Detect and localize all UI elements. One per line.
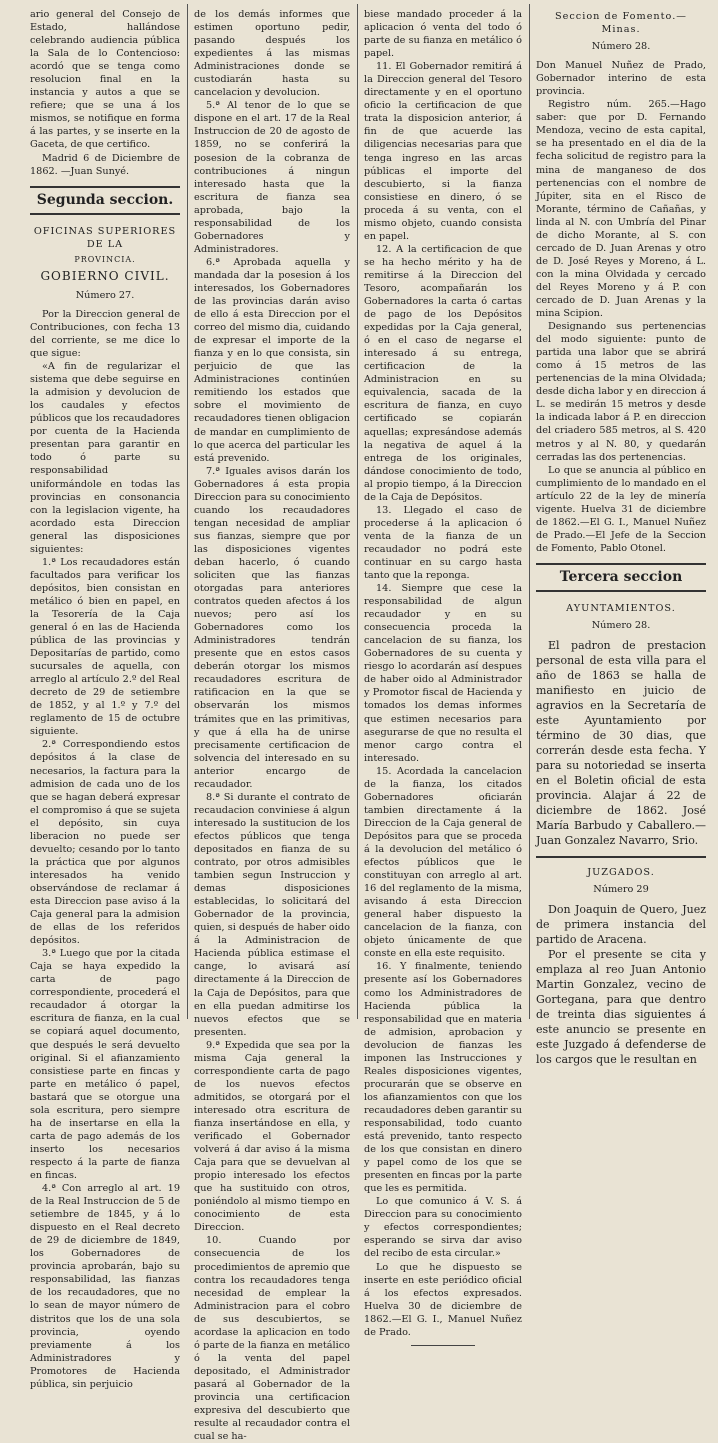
ayuntamientos-title: AYUNTAMIENTOS. <box>566 602 676 614</box>
paragraph: Lo que comunico á V. S. á Direccion para su conocimiento y efectos correspondientes; esperando se sirva dar aviso del recibo de esta circular.» <box>364 1196 522 1260</box>
column-2 <box>194 8 350 1443</box>
paragraph: Registro núm. 265.—Hago saber: que por D. Fernando Mendoza, vecino de esta capital, se ha presentado en el dia de la fecha solicitud de registro para la mina de manganeso de dos pertenencias con el nombre de Júpiter, sita en el Risco de Morante, término de Cañañas, y linda al N. con Umbría del Pinar de dicho Morante, al S. con cercado de D. Juan Arenas y otro de D. José Reyes y Moreno, á L. con la mina Olvidada y cercado del Reyes Moreno y á P. con cercado de D. Juan Arenas y la mina Scipion. <box>536 99 706 320</box>
column-1 <box>30 8 180 1390</box>
fomento-heading: Seccion de Fomento.—Minas. <box>555 11 687 36</box>
paragraph: 7.ª Iguales avisos darán los Gobernadores á esta propia Direccion para su conocimiento cuando los recaudadores tengan necesidad de ampliar sus fianzas, siempre que por las disposiciones vigentes deban hacerlo, ó cuando soliciten que las fianzas otorgadas para anteriores contratos queden afectos á los nuevos; pero así los Gobernadores como los Administradores tendrán presente que en estos casos deberán otorgar los mismos recaudadores escritura de ratificacion en la que se observarán los mismos trámites que en las primitivas, y que á ella ha de unirse precisamente certificacion de solvencia del interesado en su anterior encargo de recaudador. <box>194 465 350 790</box>
number-label: Número 28. <box>591 620 651 632</box>
paragraph: 15. Acordada la cancelacion de la fianza, los citados Gobernadores oficiarán tambien directamente á la Direccion de la Caja general de Depósitos para que se proceda á la devolucion del metálico ó efectos públicos que le constituyan con arreglo al art. 16 del reglamento de la misma, avisando á esta Direccion general haber dispuesto la cancelacion de la fianza, con objeto únicamente de que conste en ella este requisito. <box>364 765 522 960</box>
section-title-segunda: Segunda seccion. <box>30 186 180 215</box>
gobierno-civil-title: GOBIERNO CIVIL. <box>40 268 170 283</box>
paragraph: 16. Y finalmente, teniendo presente así los Gobernadores como los Administradores de Hacienda pública la responsabilidad que en materia de admision, aprobacion y devolucion de fianzas les imponen las Instrucciones y Reales disposiciones vigentes, procurarán que se observe en los afianzamientos con que los recaudadores deben garantir su responsabilidad, todo cuanto está prevenido, tanto respecto de los que consistan en dinero y papel como de los que se presenten en fincas por la parte que les es permitida. <box>364 961 522 1195</box>
divider-rule <box>536 856 706 858</box>
office-title: OFICINAS SUPERIORES DE LA <box>33 225 177 250</box>
paragraph: Lo que se anuncia al público en cumplimiento de lo mandado en el artículo 22 de la ley de minería vigente. Huelva 31 de diciembre de 1862.—El G. I., Manuel Nuñez de Prado.—El Jefe de la Seccion de Fomento, Pablo Otonel. <box>536 464 706 554</box>
paragraph: Por la Direccion general de Contribuciones, con fecha 13 del corriente, se me dice lo que sigue: <box>30 308 180 360</box>
paragraph: 1.ª Los recaudadores están facultados para verificar los depósitos, bien consistan en metálico ó bien en papel, en la Tesorería de la Caja general ó en las de Hacienda pública de las provincias y Depositarías de partido, como sucursales de aquella, con arreglo al artículo 2.º del Real decreto de 29 de setiembre de 1852, y al 1.º y 7.º del reglamento de 15 de octubre siguiente. <box>30 556 180 738</box>
number-label: Número 27. <box>75 289 135 301</box>
section-title-tercera: Tercera seccion <box>536 563 706 592</box>
paragraph: biese mandado proceder á la aplicacion ó venta del todo ó parte de su fianza en metálico ó papel. <box>364 9 522 60</box>
dateline: Madrid 6 de Diciembre de 1862. —Juan Sunyé. <box>30 152 180 177</box>
signature-paragraph: Lo que he dispuesto se inserte en este periódico oficial á los efectos expresados. Huelva 30 de diciembre de 1862.—El G. I., Manuel Nuñez de Prado. <box>364 1261 522 1338</box>
paragraph: 14. Siempre que cese la responsabilidad de algun recaudador y en su consecuencia proceda la cancelacion de su fianza, los Gobernadores de su cuenta y riesgo lo acordarán así despues de haber oido al Administrador y Promotor fiscal de Hacienda y tomados los demas informes que estimen necesarios para asegurarse de que no resulta el menor cargo contra el interesado. <box>364 583 522 764</box>
paragraph: de los demás informes que estimen oportuno pedir, pasando después los expedientes á las mismas Administraciones donde se custodiarán hasta su cancelacion y devolucion. <box>194 9 350 99</box>
end-rule <box>411 1345 474 1346</box>
paragraph: «A fin de regularizar el sistema que debe seguirse en la admision y devolucion de los caudales y efectos públicos que los recaudadores por cuenta de la Hacienda presentan para garantir en todo ó parte su responsabilidad uniformándole en todas las provincias en consonancia con la legislacion vigente, ha acordado esta Direccion general las disposiciones siguientes: <box>30 361 180 555</box>
column-4 <box>536 8 706 1067</box>
paragraph: Por el presente se cita y emplaza al reo Juan Antonio Martin Gonzalez, vecino de Gortegana, para que dentro de treinta dias siguientes á este anuncio se presente en este Juzgado á defenderse de los cargos que le resultan en <box>536 948 706 1067</box>
paragraph: 10. Cuando por consecuencia de los procedimientos de apremio que contra los recaudadores tenga necesidad de emplear la Administracion para el cobro de sus descubiertos, se acordase la aplicacion en todo ó parte de la fianza en metálico ó la venta del papel depositado, el Administrador pasará al Gobernador de la provincia una certificacion expresiva del descubierto que resulte al recaudador contra el cual se ha- <box>194 1235 350 1443</box>
column-divider <box>357 4 358 1019</box>
paragraph: 8.ª Si durante el contrato de recaudacion conviniese á algun interesado la sustitucion de los efectos públicos que tenga depositados en fianza de su contrato, por otros admisibles tambien segun Instruccion y demas disposiciones establecidas, lo solicitará del Gobernador de la provincia, quien, si después de haber oido á la Administracion de Hacienda pública estimase el cange, lo avisará así directamente á la Direccion de la Caja de Depósitos, para que en ella puedan admitirse los nuevos efectos que se presenten. <box>194 791 350 1038</box>
paragraph: El padron de prestacion personal de esta villa para el año de 1863 se halla de manifiesto en juicio de agravios en la Secretaría de este Ayuntamiento por término de 30 dias, que correrán desde esta fecha. Y para su notoriedad se inserta en el Boletin oficial de esta provincia. Alajar á 22 de diciembre de 1862. José María Barbudo y Caballero.—Juan Gonzalez Navarro, Srio. <box>536 639 706 848</box>
paragraph: 6.ª Aprobada aquella y mandada dar la posesion á los interesados, los Gobernadores de las provincias darán aviso de ello á esta Direccion por el correo del mismo dia, cuidando de expresar el importe de la fianza y en lo que consista, sin perjuicio de que las Administraciones continúen remitiendo los estados que sobre el movimiento de recaudadores tienen obligacion de mandar en cumplimiento de lo que acerca del particular les está prevenido. <box>194 256 350 464</box>
juzgados-title: JUZGADOS. <box>587 867 655 879</box>
column-divider <box>529 4 530 1019</box>
paragraph: Don Joaquin de Quero, Juez de primera instancia del partido de Aracena. <box>536 903 706 947</box>
paragraph: 11. El Gobernador remitirá á la Direccion general del Tesoro directamente y en el oportuno oficio la certificacion de que trata la disposicion anterior, á fin de que acuerde las diligencias necesarias para que tenga ingreso en las arcas públicas el importe del descubierto, si la fianza consistiese en dinero, ó se proceda á su venta, con el mismo objeto, cuando consista en papel. <box>364 61 522 242</box>
paragraph: 9.ª Expedida que sea por la misma Caja general la correspondiente carta de pago de los nuevos efectos admitidos, se otorgará por el interesado otra escritura de fianza insertándose en ella, y verificado el Gobernador volverá á dar aviso á la misma Caja para que se devuelvan al propio interesado los efectos que ha sustituido con otros, poniéndolo al mismo tiempo en conocimiento de esta Direccion. <box>194 1039 350 1234</box>
number-label: Número 29 <box>593 884 649 896</box>
intro-paragraph: ario general del Consejo de Estado, hallándose celebrando audiencia pública la Sala de lo Contencioso: acordó que se tenga como resolucion final en la instancia y autos a que se refiere; que se una á los mismos, se notifique en forma á las partes, y se inserte en la Gaceta, de que certifico. <box>30 9 180 151</box>
paragraph: 12. A la certificacion de que se ha hecho mérito y ha de remitirse á la Direccion del Tesoro, acompañarán los Gobernadores la carta ó cartas de pago de los Depósitos expedidas por la Caja general, ó en el caso de negarse el interesado á su entrega, certificacion de la Administracion en su equivalencia, sacada de la escritura de fianza, en cuyo certificado se copiarán aquellas; expresándose además la negativa de aquel á la entrega de los originales, dándose conocimiento de todo, al propio tiempo, á la Direccion de la Caja de Depósitos. <box>364 243 522 503</box>
paragraph: 13. Llegado el caso de procederse á la aplicacion ó venta de la fianza de un recaudador no podrá este continuar en su cargo hasta tanto que la reponga. <box>364 504 522 582</box>
paragraph: Designando sus pertenencias del modo siguiente: punto de partida una labor que se abrirá como á 15 metros de las pertenencias de la mina Olvidada; desde dicha labor y en direccion á L. se medirán 15 metros y desde la indicada labor á P. en direccion del criadero 585 metros, al S. 420 metros y al N. 80, y quedarán cerradas las dos pertenencias. <box>536 321 706 463</box>
paragraph: 5.ª Al tenor de lo que se dispone en el art. 17 de la Real Instruccion de 20 de agosto de 1859, no se conferirá la posesion de la cobranza de contribuciones á ningun interesado hasta que la escritura de fianza sea aprobada, bajo la responsabilidad de los Gobernadores y Administradores. <box>194 100 350 255</box>
column-divider <box>187 4 188 1019</box>
column-3 <box>364 8 522 1338</box>
paragraph: Don Manuel Nuñez de Prado, Gobernador interino de esta provincia. <box>536 60 706 98</box>
number-label: Número 28. <box>591 41 651 53</box>
paragraph: 4.ª Con arreglo al art. 19 de la Real Instruccion de 5 de setiembre de 1845, y á lo dispuesto en el Real decreto de 29 de diciembre de 1849, los Gobernadores de provincia aprobarán, bajo su responsabilidad, las fianzas de los recaudadores, que no lo sean de mayor número de distritos que los de una sola provincia, oyendo previamente á los Administradores y Promotores de Hacienda pública, sin perjuicio <box>30 1183 180 1390</box>
paragraph: 3.ª Luego que por la citada Caja se haya expedido la carta de pago correspondiente, procederá el recaudador á otorgar la escritura de fianza, en la cual se copiará aquel documento, que después le será devuelto original. Si el afianzamiento consistiese parte en fincas y parte en metálico ó papel, bastará que se otorgue una sola escritura, pero siempre ha de insertarse en ella la carta de pago además de los inserto los necesarios respecto á la parte de fianza en fincas. <box>30 948 180 1181</box>
province-label: PROVINCIA. <box>74 254 136 264</box>
paragraph: 2.ª Correspondiendo estos depósitos á la clase de necesarios, la factura para la admision de cada uno de los que se hagan deberá expresar el compromiso á que se sujeta el depósito, sin cuya liberacion no puede ser devuelto; cesando por lo tanto la práctica que por algunos interesados ha venido observándose de reclamar á esta Direccion pase aviso á la Caja general para la admision de ellas de los referidos depósitos. <box>30 739 180 947</box>
